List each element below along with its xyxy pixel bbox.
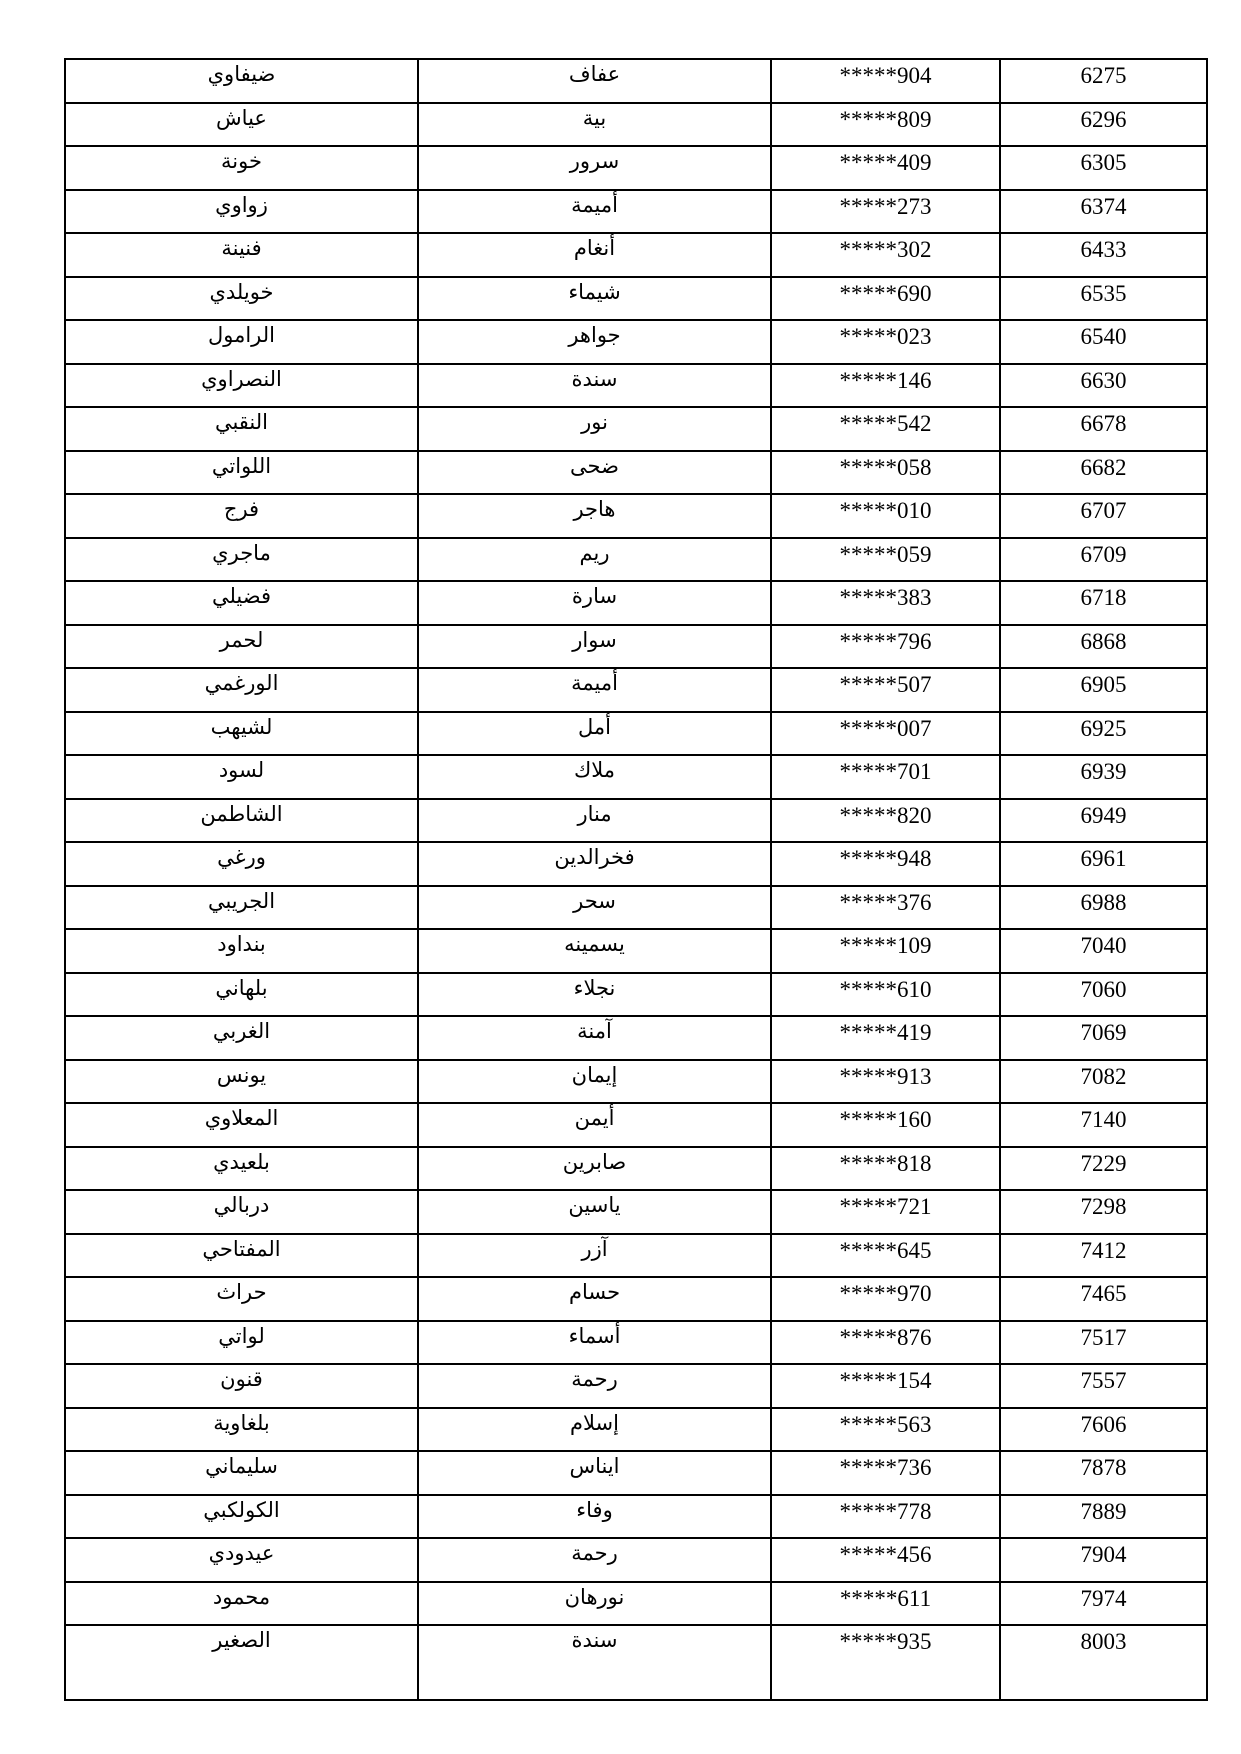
surname-cell: ورغي xyxy=(65,842,418,886)
surname-cell: فضيلي xyxy=(65,581,418,625)
table-row xyxy=(65,581,1207,625)
number-cell: 6682 xyxy=(1000,451,1207,495)
first-name-cell: أسماء xyxy=(418,1321,771,1365)
surname-cell: قنون xyxy=(65,1364,418,1408)
number-cell: 7082 xyxy=(1000,1060,1207,1104)
first-name-cell: ضحى xyxy=(418,451,771,495)
number-cell: 6296 xyxy=(1000,103,1207,147)
table-row xyxy=(65,233,1207,277)
masked-id-cell: *****913 xyxy=(771,1060,1000,1104)
number-cell: 6949 xyxy=(1000,799,1207,843)
masked-id-cell: *****701 xyxy=(771,755,1000,799)
surname-cell: فنينة xyxy=(65,233,418,277)
masked-id-cell: *****970 xyxy=(771,1277,1000,1321)
table-row xyxy=(65,277,1207,321)
number-cell: 7904 xyxy=(1000,1538,1207,1582)
masked-id-cell: *****456 xyxy=(771,1538,1000,1582)
surname-cell: الكولكبي xyxy=(65,1495,418,1539)
number-cell: 7412 xyxy=(1000,1234,1207,1278)
masked-id-cell: *****383 xyxy=(771,581,1000,625)
masked-id-cell: *****542 xyxy=(771,407,1000,451)
table-row xyxy=(65,320,1207,364)
first-name-cell: هاجر xyxy=(418,494,771,538)
masked-id-cell: *****778 xyxy=(771,1495,1000,1539)
surname-cell: اللواتي xyxy=(65,451,418,495)
surname-cell: ضيفاوي xyxy=(65,59,418,103)
surname-cell: خويلدي xyxy=(65,277,418,321)
surname-cell: الورغمي xyxy=(65,668,418,712)
table-row xyxy=(65,364,1207,408)
masked-id-cell: *****507 xyxy=(771,668,1000,712)
number-cell: 7974 xyxy=(1000,1582,1207,1626)
number-cell: 6709 xyxy=(1000,538,1207,582)
first-name-cell: سارة xyxy=(418,581,771,625)
number-cell: 7040 xyxy=(1000,929,1207,973)
number-cell: 6374 xyxy=(1000,190,1207,234)
masked-id-cell: *****302 xyxy=(771,233,1000,277)
table-row xyxy=(65,1147,1207,1191)
number-cell: 7229 xyxy=(1000,1147,1207,1191)
surname-cell: خونة xyxy=(65,146,418,190)
surname-cell: حراث xyxy=(65,1277,418,1321)
first-name-cell: ياسين xyxy=(418,1190,771,1234)
masked-id-cell: *****160 xyxy=(771,1103,1000,1147)
surname-cell: الشاطمن xyxy=(65,799,418,843)
surname-cell: الصغير xyxy=(65,1625,418,1700)
surname-cell: النقبي xyxy=(65,407,418,451)
number-cell: 6707 xyxy=(1000,494,1207,538)
number-cell: 6433 xyxy=(1000,233,1207,277)
first-name-cell: أميمة xyxy=(418,190,771,234)
number-cell: 6925 xyxy=(1000,712,1207,756)
first-name-cell: نورهان xyxy=(418,1582,771,1626)
table-row xyxy=(65,1495,1207,1539)
masked-id-cell: *****820 xyxy=(771,799,1000,843)
first-name-cell: يسمينه xyxy=(418,929,771,973)
table-row xyxy=(65,1364,1207,1408)
surname-cell: لشيهب xyxy=(65,712,418,756)
first-name-cell: أميمة xyxy=(418,668,771,712)
first-name-cell: سحر xyxy=(418,886,771,930)
surname-cell: لحمر xyxy=(65,625,418,669)
number-cell: 7060 xyxy=(1000,973,1207,1017)
table-row xyxy=(65,1234,1207,1278)
table-row xyxy=(65,755,1207,799)
first-name-cell: نور xyxy=(418,407,771,451)
table-row xyxy=(65,799,1207,843)
masked-id-cell: *****007 xyxy=(771,712,1000,756)
table-row xyxy=(65,1582,1207,1626)
masked-id-cell: *****610 xyxy=(771,973,1000,1017)
masked-id-cell: *****690 xyxy=(771,277,1000,321)
first-name-cell: سرور xyxy=(418,146,771,190)
first-name-cell: بية xyxy=(418,103,771,147)
table-row xyxy=(65,146,1207,190)
first-name-cell: أيمن xyxy=(418,1103,771,1147)
first-name-cell: سندة xyxy=(418,1625,771,1700)
first-name-cell: فخرالدين xyxy=(418,842,771,886)
surname-cell: عيدودي xyxy=(65,1538,418,1582)
masked-id-cell: *****876 xyxy=(771,1321,1000,1365)
first-name-cell: ملاك xyxy=(418,755,771,799)
surname-cell: المفتاحي xyxy=(65,1234,418,1278)
number-cell: 6988 xyxy=(1000,886,1207,930)
table-row xyxy=(65,712,1207,756)
masked-id-cell: *****059 xyxy=(771,538,1000,582)
first-name-cell: عفاف xyxy=(418,59,771,103)
masked-id-cell: *****948 xyxy=(771,842,1000,886)
masked-id-cell: *****563 xyxy=(771,1408,1000,1452)
masked-id-cell: *****611 xyxy=(771,1582,1000,1626)
first-name-cell: نجلاء xyxy=(418,973,771,1017)
number-cell: 7517 xyxy=(1000,1321,1207,1365)
surname-cell: الجريبي xyxy=(65,886,418,930)
table-row xyxy=(65,1625,1207,1700)
masked-id-cell: *****736 xyxy=(771,1451,1000,1495)
number-cell: 7878 xyxy=(1000,1451,1207,1495)
masked-id-cell: *****146 xyxy=(771,364,1000,408)
number-cell: 6630 xyxy=(1000,364,1207,408)
table-row xyxy=(65,1016,1207,1060)
surname-cell: بلغاوية xyxy=(65,1408,418,1452)
masked-id-cell: *****010 xyxy=(771,494,1000,538)
table-row xyxy=(65,929,1207,973)
number-cell: 6961 xyxy=(1000,842,1207,886)
number-cell: 6535 xyxy=(1000,277,1207,321)
table-row xyxy=(65,973,1207,1017)
surname-cell: النصراوي xyxy=(65,364,418,408)
table-row xyxy=(65,886,1207,930)
masked-id-cell: *****721 xyxy=(771,1190,1000,1234)
number-cell: 6275 xyxy=(1000,59,1207,103)
masked-id-cell: *****109 xyxy=(771,929,1000,973)
first-name-cell: سندة xyxy=(418,364,771,408)
number-cell: 7069 xyxy=(1000,1016,1207,1060)
surname-cell: لسود xyxy=(65,755,418,799)
masked-id-cell: *****376 xyxy=(771,886,1000,930)
document-page xyxy=(64,58,1206,1701)
table-row xyxy=(65,494,1207,538)
masked-id-cell: *****273 xyxy=(771,190,1000,234)
table-row xyxy=(65,625,1207,669)
table-row xyxy=(65,1538,1207,1582)
first-name-cell: إسلام xyxy=(418,1408,771,1452)
masked-id-cell: *****154 xyxy=(771,1364,1000,1408)
table-row xyxy=(65,59,1207,103)
number-cell: 8003 xyxy=(1000,1625,1207,1700)
first-name-cell: سوار xyxy=(418,625,771,669)
number-cell: 6540 xyxy=(1000,320,1207,364)
surname-cell: لواتي xyxy=(65,1321,418,1365)
number-cell: 7465 xyxy=(1000,1277,1207,1321)
first-name-cell: رحمة xyxy=(418,1538,771,1582)
first-name-cell: صابرين xyxy=(418,1147,771,1191)
table-row xyxy=(65,451,1207,495)
masked-id-cell: *****796 xyxy=(771,625,1000,669)
table-row xyxy=(65,668,1207,712)
table-row xyxy=(65,103,1207,147)
table-row xyxy=(65,538,1207,582)
first-name-cell: شيماء xyxy=(418,277,771,321)
number-cell: 6305 xyxy=(1000,146,1207,190)
surname-cell: الرامول xyxy=(65,320,418,364)
masked-id-cell: *****935 xyxy=(771,1625,1000,1700)
table-row xyxy=(65,1451,1207,1495)
table-row xyxy=(65,1408,1207,1452)
number-cell: 6868 xyxy=(1000,625,1207,669)
masked-id-cell: *****419 xyxy=(771,1016,1000,1060)
masked-id-cell: *****904 xyxy=(771,59,1000,103)
first-name-cell: ايناس xyxy=(418,1451,771,1495)
masked-id-cell: *****409 xyxy=(771,146,1000,190)
surname-cell: ماجري xyxy=(65,538,418,582)
number-cell: 7606 xyxy=(1000,1408,1207,1452)
first-name-cell: آزر xyxy=(418,1234,771,1278)
first-name-cell: جواهر xyxy=(418,320,771,364)
number-cell: 6718 xyxy=(1000,581,1207,625)
table-row xyxy=(65,1060,1207,1104)
masked-id-cell: *****809 xyxy=(771,103,1000,147)
first-name-cell: أنغام xyxy=(418,233,771,277)
first-name-cell: منار xyxy=(418,799,771,843)
surname-cell: سليماني xyxy=(65,1451,418,1495)
table-row xyxy=(65,1321,1207,1365)
table-row xyxy=(65,1103,1207,1147)
masked-id-cell: *****023 xyxy=(771,320,1000,364)
table-row xyxy=(65,1277,1207,1321)
table-row xyxy=(65,1190,1207,1234)
surname-cell: بلعيدي xyxy=(65,1147,418,1191)
number-cell: 7889 xyxy=(1000,1495,1207,1539)
table-row xyxy=(65,842,1207,886)
surname-cell: فرج xyxy=(65,494,418,538)
masked-id-cell: *****645 xyxy=(771,1234,1000,1278)
first-name-cell: آمنة xyxy=(418,1016,771,1060)
first-name-cell: إيمان xyxy=(418,1060,771,1104)
table-row xyxy=(65,190,1207,234)
surname-cell: المعلاوي xyxy=(65,1103,418,1147)
surname-cell: زواوي xyxy=(65,190,418,234)
surname-cell: الغربي xyxy=(65,1016,418,1060)
number-cell: 7298 xyxy=(1000,1190,1207,1234)
table-body xyxy=(65,59,1207,1700)
masked-id-cell: *****058 xyxy=(771,451,1000,495)
surname-cell: دربالي xyxy=(65,1190,418,1234)
first-name-cell: وفاء xyxy=(418,1495,771,1539)
number-cell: 6678 xyxy=(1000,407,1207,451)
number-cell: 7140 xyxy=(1000,1103,1207,1147)
surname-cell: يونس xyxy=(65,1060,418,1104)
surname-cell: عياش xyxy=(65,103,418,147)
surname-cell: محمود xyxy=(65,1582,418,1626)
number-cell: 6905 xyxy=(1000,668,1207,712)
results-table xyxy=(64,58,1208,1701)
first-name-cell: أمل xyxy=(418,712,771,756)
surname-cell: بنداود xyxy=(65,929,418,973)
first-name-cell: ريم xyxy=(418,538,771,582)
masked-id-cell: *****818 xyxy=(771,1147,1000,1191)
surname-cell: بلهاني xyxy=(65,973,418,1017)
number-cell: 7557 xyxy=(1000,1364,1207,1408)
first-name-cell: رحمة xyxy=(418,1364,771,1408)
table-row xyxy=(65,407,1207,451)
number-cell: 6939 xyxy=(1000,755,1207,799)
first-name-cell: حسام xyxy=(418,1277,771,1321)
